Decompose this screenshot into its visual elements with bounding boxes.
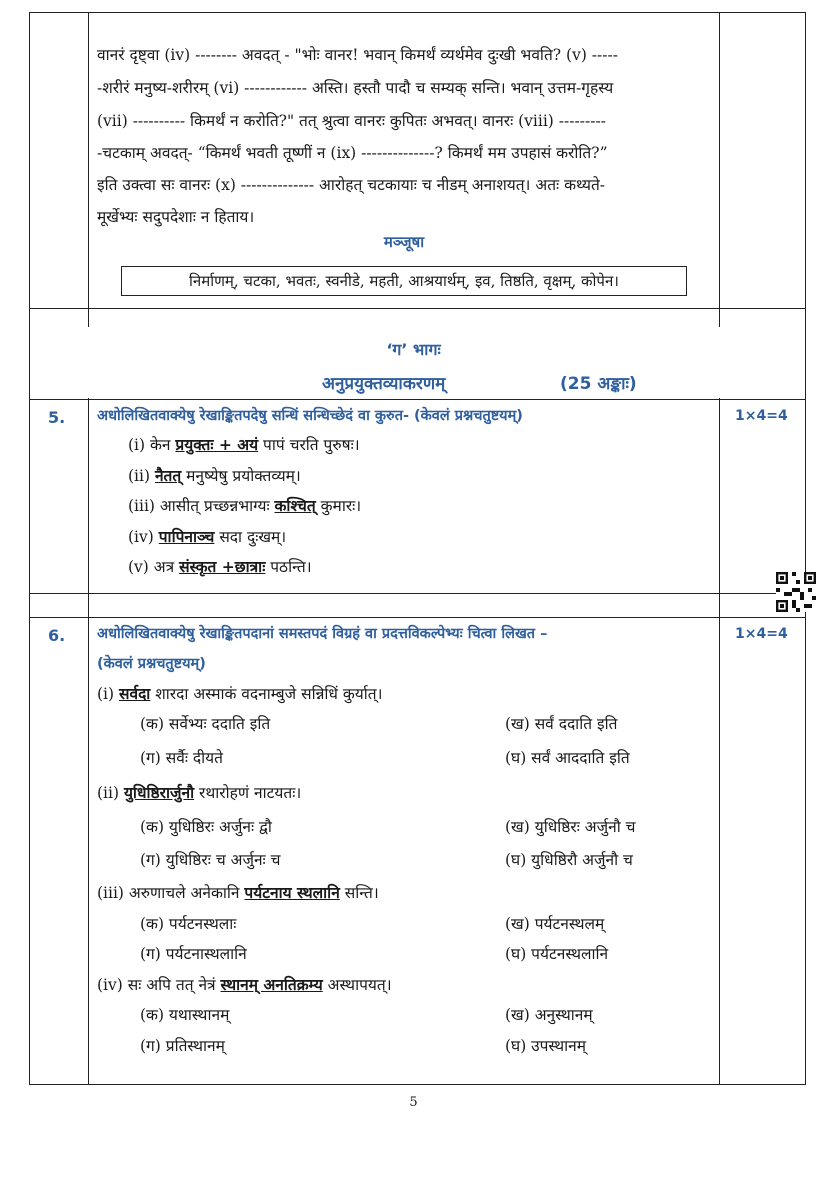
q6-option: (क) सर्वेभ्यः ददाति इति — [140, 715, 271, 733]
q5-item: (v) अत्र संस्कृत +छात्राः पठन्ति। — [128, 557, 312, 576]
question-instruction: (केवलं प्रश्नचतुष्टयम्) — [97, 656, 206, 672]
manjusha-box: निर्माणम्, चटका, भवतः, स्वनीडे, महती, आश्रयार्थम्, इव, तिष्ठति, वृक्षम्, कोपेन। — [121, 266, 687, 296]
column-divider-right — [719, 13, 720, 1084]
q5-item: (ii) नैतत् मनुष्येषु प्रयोक्तव्यम्। — [128, 466, 301, 485]
section-subtitle: अनुप्रयुक्तव्याकरणम् — [322, 374, 446, 394]
q6-option: (ग) सर्वैः दीयते — [140, 749, 223, 767]
q6-option: (ग) पर्यटनास्थलानि — [140, 945, 247, 963]
q5-item: (iv) पापिनाञ्च सदा दुःखम्। — [128, 527, 287, 546]
row-divider — [30, 308, 805, 309]
q6-option: (क) पर्यटनस्थलाः — [140, 915, 237, 933]
column-divider-left — [88, 13, 89, 1084]
question-instruction: अधोलिखितवाक्येषु रेखाङ्कितपदानां समस्तपदं विग्रहं वा प्रदत्तविकल्पेभ्यः चित्वा लिखत – — [97, 626, 548, 642]
passage-line: (vii) ---------- किमर्थं न करोति?" तत् श्रुत्वा वानरः कुपितः अभवत्। वानरः (viii) --------- — [97, 112, 606, 130]
question-marks: 1×4=4 — [735, 408, 788, 424]
section-marks: (25 अङ्काः) — [560, 374, 637, 394]
row-divider — [30, 399, 805, 400]
q6-option: (क) यथास्थानम् — [140, 1006, 230, 1024]
passage-line: मूर्खेभ्यः सदुपदेशाः न हिताय। — [97, 208, 255, 226]
q6-option: (क) युधिष्ठिरः अर्जुनः द्वौ — [140, 818, 272, 836]
q6-question: (ii) युधिष्ठिरार्जुनौ रथारोहणं नाटयतः। — [97, 783, 302, 802]
q6-option: (घ) युधिष्ठिरौ अर्जुनौ च — [505, 851, 633, 869]
question-marks: 1×4=4 — [735, 626, 788, 642]
q6-option: (ख) सर्वं ददाति इति — [505, 715, 618, 733]
q6-option: (घ) सर्वं आददाति इति — [505, 749, 630, 767]
passage-line: -शरीरं मनुष्य-शरीरम् (vi) ------------ अस्ति। हस्तौ पादौ च सम्यक् सन्ति। भवान् उत्तम-गृहस्य — [97, 79, 614, 97]
question-number: 5. — [48, 408, 66, 427]
qr-code-icon — [776, 572, 816, 612]
q5-item: (i) केन प्रयुक्तः + अयं पापं चरति पुरुषः। — [128, 435, 360, 454]
manjusha-title: मञ्जूषा — [383, 233, 425, 251]
q6-question: (iv) सः अपि तत् नेत्रं स्थानम् अनतिक्रम्य अस्थापयत्। — [97, 975, 392, 994]
q6-option: (घ) उपस्थानम् — [505, 1037, 586, 1055]
q6-option: (घ) पर्यटनस्थलानि — [505, 945, 609, 963]
q6-question: (iii) अरुणाचले अनेकानि पर्यटनाय स्थलानि सन्ति। — [97, 883, 379, 902]
q6-option: (ग) युधिष्ठिरः च अर्जुनः च — [140, 851, 281, 869]
page-number: 5 — [409, 1095, 418, 1110]
question-instruction: अधोलिखितवाक्येषु रेखाङ्कितपदेषु सन्धिं सन्धिच्छेदं वा कुरुत- (केवलं प्रश्नचतुष्टयम्) — [97, 408, 523, 424]
q6-option: (ख) अनुस्थानम् — [505, 1006, 593, 1024]
row-divider — [30, 593, 805, 594]
q6-option: (ग) प्रतिस्थानम् — [140, 1037, 225, 1055]
row-divider — [30, 617, 805, 618]
passage-line: -चटकाम् अवदत्- “किमर्थं भवती तूष्णीं न (ix) --------------? किमर्थं मम उपहासं करोति?” — [97, 144, 608, 162]
passage-line: इति उक्त्वा सः वानरः (x) -------------- आरोहत् चटकायाः च नीडम् अनाशयत्। अतः कथ्यते- — [97, 176, 606, 194]
q5-item: (iii) आसीत् प्रच्छन्नभाग्यः कश्चित् कुमारः। — [128, 496, 362, 515]
q6-question: (i) सर्वदा शारदा अस्माकं वदनाम्बुजे सन्निधिं कुर्यात्। — [97, 684, 383, 703]
passage-line: वानरं दृष्ट्वा (iv) -------- अवदत् - "भोः वानर! भवान् किमर्थं व्यर्थमेव दुःखी भवति? (v) ----- — [97, 46, 618, 64]
q6-option: (ख) युधिष्ठिरः अर्जुनौ च — [505, 818, 636, 836]
question-number: 6. — [48, 626, 66, 645]
section-title: ‘ग’ भागः — [386, 340, 441, 359]
q6-option: (ख) पर्यटनस्थलम् — [505, 915, 605, 933]
